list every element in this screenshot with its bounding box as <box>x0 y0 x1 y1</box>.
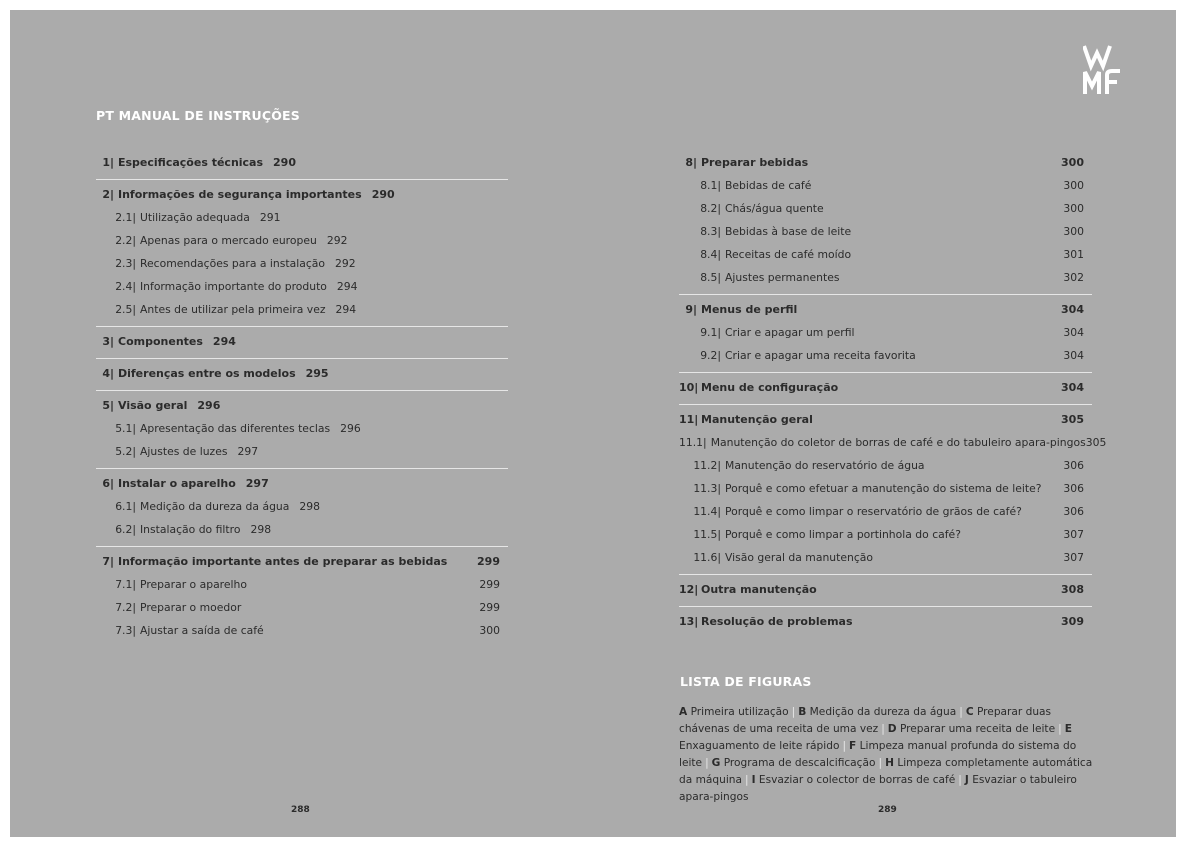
subsection-title: Informação importante do produto <box>140 280 327 293</box>
figure-letter: J <box>964 774 969 786</box>
chapter-number: 4| <box>102 366 114 380</box>
figure-separator: | <box>1058 723 1062 735</box>
subsection-number: 2.2| <box>115 234 136 247</box>
chapter-title: Manutenção geral <box>701 412 813 426</box>
toc-subsection-entry[interactable] <box>679 500 1092 523</box>
toc-chapter-entry[interactable] <box>679 297 1092 321</box>
subsection-page: 306 <box>1063 505 1084 518</box>
subsection-page: 302 <box>1063 271 1084 284</box>
toc-chapter-entry[interactable] <box>96 471 508 495</box>
subsection-page: 305 <box>1085 436 1107 449</box>
toc-chapter-entry[interactable] <box>679 150 1092 174</box>
figure-item[interactable] <box>712 757 876 769</box>
figure-letter: A <box>679 706 688 718</box>
subsection-page: 298 <box>299 500 320 513</box>
subsection-title: Manutenção do coletor de borras de café e do tabuleiro apara-pingos <box>710 436 1086 449</box>
toc-right-column <box>679 148 1107 638</box>
toc-subsection-entry[interactable] <box>96 206 508 229</box>
chapter-title: Informações de segurança importantes <box>118 187 362 201</box>
subsection-title: Instalação do filtro <box>140 523 241 536</box>
toc-section <box>679 148 1092 295</box>
figure-letter: B <box>798 706 807 718</box>
subsection-number: 11.5| <box>693 528 721 541</box>
subsection-title: Medição da dureza da água <box>140 500 290 513</box>
subsection-page: 300 <box>1063 225 1084 238</box>
subsection-number: 2.1| <box>115 211 136 224</box>
chapter-page: 290 <box>371 187 395 201</box>
toc-subsection-entry[interactable] <box>96 495 508 518</box>
toc-chapter-entry[interactable] <box>96 549 508 573</box>
toc-section <box>96 148 508 180</box>
subsection-title: Utilização adequada <box>140 211 250 224</box>
subsection-page: 300 <box>1063 179 1084 192</box>
figure-separator: | <box>958 774 962 786</box>
toc-section <box>96 327 508 359</box>
figures-heading: LISTA DE FIGURAS <box>680 674 812 689</box>
toc-subsection-entry[interactable] <box>96 252 508 275</box>
chapter-page: 299 <box>477 554 500 568</box>
toc-section <box>679 373 1092 405</box>
figure-caption: Limpeza completamente automática da máquina <box>679 757 1093 786</box>
subsection-title: Visão geral da manutenção <box>725 551 874 564</box>
subsection-number: 6.1| <box>115 500 136 513</box>
figure-letter: G <box>711 757 721 769</box>
toc-subsection-entry[interactable] <box>96 298 508 321</box>
subsection-title: Preparar o aparelho <box>140 578 247 591</box>
chapter-page: 304 <box>1061 380 1084 394</box>
toc-chapter-entry[interactable] <box>96 150 508 174</box>
figure-caption: Esvaziar o colector de borras de café <box>758 774 956 786</box>
toc-subsection-entry[interactable] <box>679 523 1092 546</box>
subsection-page: 291 <box>259 211 281 224</box>
toc-section <box>96 180 508 327</box>
toc-subsection-entry[interactable] <box>679 321 1092 344</box>
toc-subsection-entry[interactable] <box>679 220 1092 243</box>
toc-section <box>679 575 1092 607</box>
toc-chapter-entry[interactable] <box>679 407 1092 431</box>
subsection-number: 11.6| <box>693 551 721 564</box>
subsection-title: Apresentação das diferentes teclas <box>140 422 331 435</box>
subsection-title: Ajustes permanentes <box>725 271 840 284</box>
subsection-title: Porquê e como limpar o reservatório de grãos de café? <box>725 505 1022 518</box>
figure-separator: | <box>791 706 796 718</box>
subsection-title: Apenas para o mercado europeu <box>140 234 317 247</box>
subsection-title: Manutenção do reservatório de água <box>725 459 925 472</box>
chapter-number: 11| <box>679 412 699 426</box>
subsection-number: 8.1| <box>700 179 721 192</box>
chapter-page: 300 <box>1061 155 1084 169</box>
subsection-title: Criar e apagar um perfil <box>725 326 855 339</box>
chapter-number: 5| <box>102 398 114 412</box>
toc-chapter-entry[interactable] <box>679 577 1092 601</box>
figure-caption: Programa de descalcificação <box>723 757 876 769</box>
figure-separator: | <box>842 740 847 752</box>
figure-caption: Enxaguamento de leite rápido <box>679 740 840 752</box>
subsection-title: Preparar o moedor <box>140 601 242 614</box>
wmf-logo <box>1083 44 1123 96</box>
toc-chapter-entry[interactable] <box>96 329 508 353</box>
chapter-title: Preparar bebidas <box>701 155 809 169</box>
toc-section <box>96 547 508 647</box>
toc-subsection-entry[interactable] <box>679 344 1092 367</box>
chapter-title: Instalar o aparelho <box>118 476 236 490</box>
figure-separator: | <box>959 706 963 718</box>
subsection-page: 306 <box>1063 482 1084 495</box>
chapter-title: Especificações técnicas <box>118 155 264 169</box>
subsection-page: 298 <box>250 523 272 536</box>
chapter-page: 297 <box>245 476 269 490</box>
subsection-page: 307 <box>1063 551 1084 564</box>
subsection-number: 2.3| <box>115 257 136 270</box>
chapter-title: Outra manutenção <box>701 582 817 596</box>
figure-item[interactable] <box>752 774 956 786</box>
toc-subsection-entry[interactable] <box>679 431 1107 454</box>
toc-left-column <box>96 148 508 647</box>
chapter-title: Informação importante antes de preparar as bebidas <box>118 554 448 568</box>
toc-subsection-entry[interactable] <box>96 596 508 619</box>
chapter-title: Resolução de problemas <box>701 614 853 628</box>
chapter-number: 1| <box>102 155 114 169</box>
subsection-number: 8.2| <box>700 202 721 215</box>
toc-subsection-entry[interactable] <box>96 440 508 463</box>
chapter-page: 304 <box>1061 302 1084 316</box>
subsection-page: 292 <box>335 257 356 270</box>
chapter-number: 12| <box>679 582 699 596</box>
subsection-page: 306 <box>1063 459 1084 472</box>
figure-letter: C <box>965 706 974 718</box>
chapter-page: 296 <box>197 398 221 412</box>
subsection-page: 294 <box>335 303 357 316</box>
subsection-title: Bebidas de café <box>725 179 812 192</box>
toc-subsection-entry[interactable] <box>679 243 1092 266</box>
figures-list <box>679 704 1099 806</box>
toc-subsection-entry[interactable] <box>679 174 1092 197</box>
chapter-page: 294 <box>212 334 236 348</box>
manual-heading: PT MANUAL DE INSTRUÇÕES <box>96 108 300 123</box>
figure-caption: Preparar uma receita de leite <box>899 723 1056 735</box>
figure-separator: | <box>705 757 709 769</box>
figure-separator: | <box>744 774 749 786</box>
toc-subsection-entry[interactable] <box>96 619 508 642</box>
subsection-number: 7.1| <box>115 578 136 591</box>
chapter-page: 305 <box>1061 412 1084 426</box>
subsection-number: 11.2| <box>693 459 721 472</box>
page-number-left: 288 <box>291 805 310 815</box>
toc-subsection-entry[interactable] <box>96 573 508 596</box>
figure-separator: | <box>878 757 883 769</box>
chapter-number: 6| <box>102 476 114 490</box>
toc-subsection-entry[interactable] <box>679 454 1092 477</box>
toc-subsection-entry[interactable] <box>679 266 1092 289</box>
subsection-page: 299 <box>479 578 500 591</box>
toc-chapter-entry[interactable] <box>96 361 508 385</box>
chapter-number: 2| <box>102 187 114 201</box>
chapter-title: Menu de configuração <box>701 380 839 394</box>
subsection-page: 300 <box>1063 202 1084 215</box>
subsection-title: Criar e apagar uma receita favorita <box>725 349 916 362</box>
toc-chapter-entry[interactable] <box>679 609 1092 633</box>
figure-letter: F <box>849 740 857 752</box>
subsection-page: 300 <box>479 624 500 637</box>
subsection-page: 292 <box>326 234 348 247</box>
chapter-number: 13| <box>679 614 699 628</box>
subsection-page: 301 <box>1063 248 1084 261</box>
subsection-number: 8.4| <box>700 248 721 261</box>
toc-chapter-entry[interactable] <box>679 375 1092 399</box>
subsection-number: 11.3| <box>693 482 721 495</box>
subsection-title: Bebidas à base de leite <box>725 225 852 238</box>
chapter-page: 309 <box>1061 614 1084 628</box>
subsection-number: 11.4| <box>693 505 721 518</box>
chapter-page: 308 <box>1061 582 1084 596</box>
figure-item[interactable] <box>798 706 956 718</box>
chapter-page: 290 <box>273 155 296 169</box>
figure-caption: Primeira utilização <box>690 706 789 718</box>
figure-item[interactable] <box>679 706 789 718</box>
subsection-page: 304 <box>1063 326 1084 339</box>
subsection-title: Porquê e como efetuar a manutenção do sistema de leite? <box>725 482 1042 495</box>
subsection-title: Antes de utilizar pela primeira vez <box>140 303 326 316</box>
figure-caption: Esvaziar o tabuleiro apara-pingos <box>679 774 1077 803</box>
figure-caption: Limpeza manual profunda do sistema do leite <box>679 740 1077 769</box>
toc-subsection-entry[interactable] <box>679 197 1092 220</box>
subsection-title: Ajustes de luzes <box>140 445 228 458</box>
toc-subsection-entry[interactable] <box>96 518 508 541</box>
figure-letter: I <box>751 774 756 786</box>
chapter-title: Componentes <box>118 334 203 348</box>
chapter-number: 10| <box>679 380 699 394</box>
toc-subsection-entry[interactable] <box>679 546 1092 569</box>
subsection-number: 5.2| <box>115 445 136 458</box>
toc-subsection-entry[interactable] <box>679 477 1092 500</box>
chapter-number: 7| <box>102 554 114 568</box>
subsection-number: 7.2| <box>115 601 136 614</box>
figure-caption: Preparar duas chávenas de uma receita de uma vez <box>679 706 1052 735</box>
chapter-page: 295 <box>305 366 329 380</box>
subsection-title: Recomendações para a instalação <box>140 257 326 270</box>
subsection-number: 5.1| <box>115 422 136 435</box>
figure-separator: | <box>881 723 885 735</box>
subsection-title: Receitas de café moído <box>725 248 852 261</box>
chapter-number: 8| <box>685 155 697 169</box>
toc-chapter-entry[interactable] <box>96 182 508 206</box>
subsection-number: 2.4| <box>115 280 136 293</box>
toc-section <box>679 295 1092 373</box>
subsection-page: 299 <box>479 601 500 614</box>
toc-subsection-entry[interactable] <box>96 417 508 440</box>
figure-letter: D <box>887 723 897 735</box>
subsection-number: 6.2| <box>115 523 136 536</box>
subsection-title: Porquê e como limpar a portinhola do café? <box>725 528 961 541</box>
figure-letter: E <box>1064 723 1072 735</box>
toc-section <box>679 405 1107 575</box>
subsection-number: 8.3| <box>700 225 721 238</box>
subsection-page: 296 <box>340 422 361 435</box>
toc-subsection-entry[interactable] <box>96 229 508 252</box>
chapter-title: Diferenças entre os modelos <box>118 366 296 380</box>
toc-section <box>679 607 1092 638</box>
subsection-page: 297 <box>237 445 259 458</box>
figure-letter: H <box>885 757 894 769</box>
toc-section <box>96 359 508 391</box>
toc-subsection-entry[interactable] <box>96 275 508 298</box>
chapter-title: Visão geral <box>118 398 188 412</box>
chapter-number: 3| <box>102 334 114 348</box>
subsection-page: 307 <box>1063 528 1084 541</box>
page-number-right: 289 <box>878 805 897 815</box>
subsection-number: 8.5| <box>700 271 721 284</box>
figure-item[interactable] <box>888 723 1055 735</box>
chapter-title: Menus de perfil <box>701 302 798 316</box>
chapter-number: 9| <box>685 302 697 316</box>
subsection-number: 2.5| <box>115 303 136 316</box>
subsection-page: 304 <box>1063 349 1084 362</box>
subsection-title: Ajustar a saída de café <box>140 624 264 637</box>
figure-caption: Medição da dureza da água <box>809 706 957 718</box>
toc-section <box>96 469 508 547</box>
toc-chapter-entry[interactable] <box>96 393 508 417</box>
subsection-number: 7.3| <box>115 624 136 637</box>
subsection-page: 294 <box>336 280 358 293</box>
subsection-number: 9.2| <box>700 349 721 362</box>
toc-section <box>96 391 508 469</box>
subsection-title: Chás/água quente <box>725 202 824 215</box>
subsection-number: 11.1| <box>679 436 707 449</box>
subsection-number: 9.1| <box>700 326 721 339</box>
